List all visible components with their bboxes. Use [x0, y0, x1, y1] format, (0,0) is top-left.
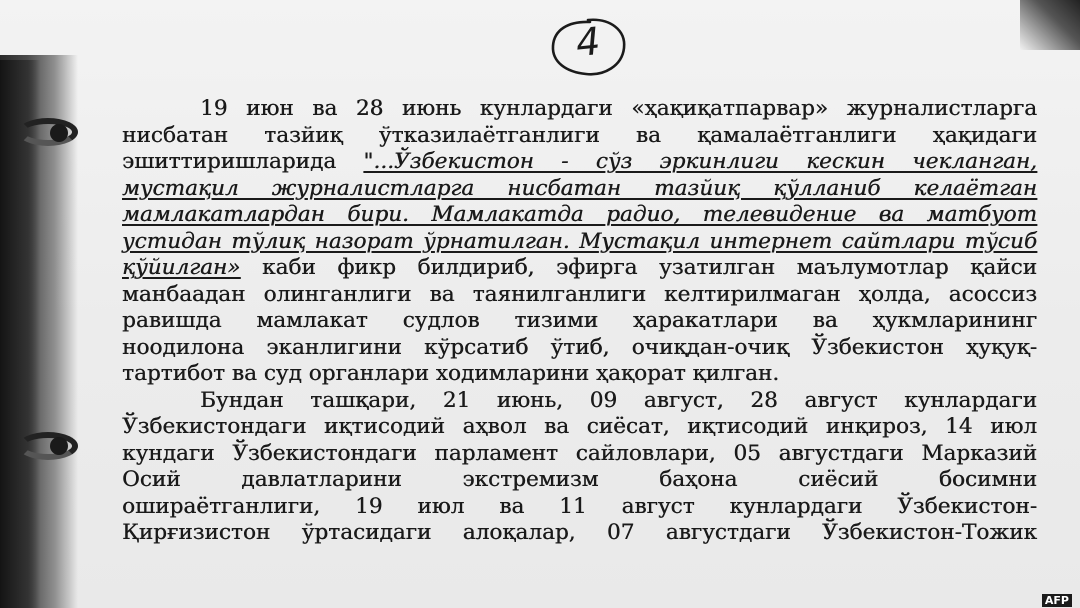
text-line	[122, 149, 1037, 176]
line-text: Осий давлатларини экстремизм баҳона сиёсий босимни	[122, 467, 1037, 492]
text-line	[122, 467, 1037, 494]
line-text: ошираётганлиги, 19 июл ва 11 август кунлардаги Ўзбекистон-	[122, 493, 1037, 519]
line-text: эшиттиришларида	[122, 149, 364, 174]
underlined-quote: "...Ўзбекистон - сўз эркинлиги кескин чекланган,	[363, 149, 1037, 174]
text-line	[122, 176, 1037, 203]
line-text: 19 июн ва 28 июнь кунлардаги «ҳақиқатпарвар» журналистларга	[200, 96, 1037, 121]
line-text: манбаадан олинганлиги ва таянилганлиги келтирилмаган ҳолда, асоссиз	[122, 281, 1037, 307]
punch-hole-icon	[50, 437, 68, 455]
text-line	[122, 494, 1037, 521]
punch-hole-icon	[50, 124, 68, 142]
scan-corner-shadow	[1020, 0, 1080, 50]
underlined-quote: қўйилган»	[122, 255, 241, 280]
text-line	[122, 441, 1037, 468]
handwritten-page-number	[548, 16, 628, 78]
page-number-label: 4	[573, 18, 603, 66]
underlined-quote: мамлакатлардан бири. Мамлакатда радио, телевидение ва матбуот	[122, 202, 1037, 227]
line-text: каби фикр билдириб, эфирга узатилган маълумотлар қайси	[240, 255, 1037, 280]
line-text: ноодилона эканлигини кўрсатиб ўтиб, очиқдан-очиқ Ўзбекистон ҳуқуқ-	[122, 334, 1037, 360]
underlined-quote: мустақил журналистларга нисбатан тазйиқ қўлланиб келаётган	[122, 175, 1037, 201]
text-line	[122, 308, 1037, 335]
binder-ring-top-icon	[18, 118, 78, 146]
binder-ring-bottom-icon	[18, 432, 78, 460]
line-text: равишда мамлакат судлов тизими ҳаракатлари ва ҳукмларининг	[122, 308, 1037, 333]
text-line	[122, 414, 1037, 441]
text-line	[122, 361, 1037, 388]
text-line	[122, 388, 1037, 415]
line-text: Ўзбекистондаги иқтисодий аҳвол ва сиёсат, иқтисодий инқироз, 14 июл	[122, 414, 1037, 439]
text-line	[122, 229, 1037, 256]
text-line	[122, 282, 1037, 309]
text-line	[122, 335, 1037, 362]
line-text: тартибот ва суд органлари ходимларини ҳақорат қилган.	[122, 361, 780, 386]
line-text: Қирғизистон ўртасидаги алоқалар, 07 августдаги Ўзбекистон-Тожик	[122, 520, 1037, 545]
line-text: нисбатан тазйиқ ўтказилаётганлиги ва қамалаётганлиги ҳақидаги	[122, 122, 1037, 148]
line-text: Бундан ташқари, 21 июнь, 09 август, 28 август кунлардаги	[200, 387, 1037, 413]
text-line	[122, 520, 1037, 547]
text-line	[122, 123, 1037, 150]
afp-watermark: AFP	[1042, 594, 1072, 607]
underlined-quote: устидан тўлиқ назорат ўрнатилган. Мустақил интернет сайтлари тўсиб	[122, 228, 1037, 254]
document-body	[122, 96, 1037, 547]
text-line	[122, 96, 1037, 123]
text-line	[122, 255, 1037, 282]
line-text: кундаги Ўзбекистондаги парламент сайловлари, 05 августдаги Марказий	[122, 440, 1037, 466]
text-line	[122, 202, 1037, 229]
